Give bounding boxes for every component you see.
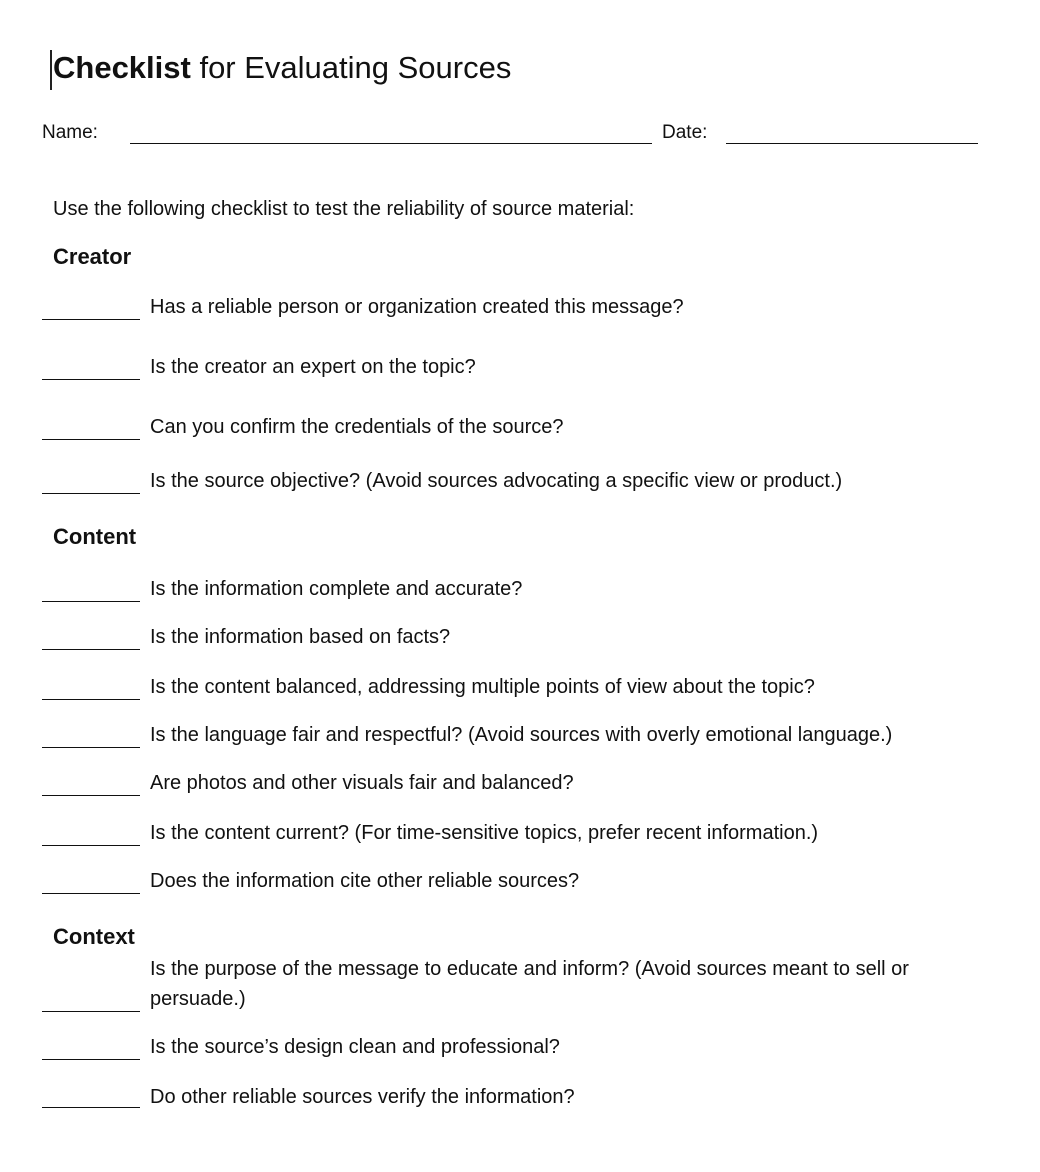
section-heading-context: Context	[53, 924, 135, 949]
check-blank[interactable]	[42, 699, 140, 700]
checklist-question: Can you confirm the credentials of the source?	[150, 416, 564, 438]
page-title	[53, 48, 511, 88]
date-field[interactable]	[726, 143, 978, 144]
section-heading-creator: Creator	[53, 244, 132, 269]
checklist-question: Are photos and other visuals fair and balanced?	[150, 772, 574, 794]
check-blank[interactable]	[42, 1107, 140, 1108]
checklist-question: Is the information complete and accurate?	[150, 578, 523, 600]
check-blank[interactable]	[42, 493, 140, 494]
name-field[interactable]	[130, 143, 652, 144]
check-blank[interactable]	[42, 319, 140, 320]
title-bold: Checklist	[53, 50, 191, 85]
date-label: Date:	[662, 122, 708, 143]
check-blank[interactable]	[42, 439, 140, 440]
section-heading-content: Content	[53, 524, 137, 549]
title-rest: for Evaluating Sources	[190, 50, 512, 85]
checklist-question: Is the creator an expert on the topic?	[150, 356, 476, 378]
check-blank[interactable]	[42, 747, 140, 748]
check-blank[interactable]	[42, 1011, 140, 1012]
check-blank[interactable]	[42, 1059, 140, 1060]
check-blank[interactable]	[42, 845, 140, 846]
check-blank[interactable]	[42, 893, 140, 894]
checklist-question: Is the purpose of the message to educate and inform? (Avoid sources meant to sell or persuade.)	[150, 958, 909, 1010]
checklist-question: Is the content current? (For time-sensitive topics, prefer recent information.)	[150, 822, 819, 844]
intro-text: Use the following checklist to test the reliability of source material:	[53, 198, 635, 220]
checklist-question: Is the language fair and respectful? (Avoid sources with overly emotional language.)	[150, 724, 893, 746]
check-blank[interactable]	[42, 601, 140, 602]
checklist-question: Is the content balanced, addressing multiple points of view about the topic?	[150, 676, 815, 698]
checklist-question: Is the information based on facts?	[150, 626, 451, 648]
check-blank[interactable]	[42, 379, 140, 380]
checklist-question: Do other reliable sources verify the information?	[150, 1086, 575, 1108]
checklist-question: Is the source objective? (Avoid sources advocating a specific view or product.)	[150, 470, 843, 492]
check-blank[interactable]	[42, 649, 140, 650]
checklist-question: Is the source’s design clean and professional?	[150, 1036, 560, 1058]
check-blank[interactable]	[42, 795, 140, 796]
checklist-question: Does the information cite other reliable sources?	[150, 870, 580, 892]
name-label: Name:	[42, 122, 98, 143]
checklist-question: Has a reliable person or organization created this message?	[150, 296, 684, 318]
text-cursor	[50, 50, 52, 90]
